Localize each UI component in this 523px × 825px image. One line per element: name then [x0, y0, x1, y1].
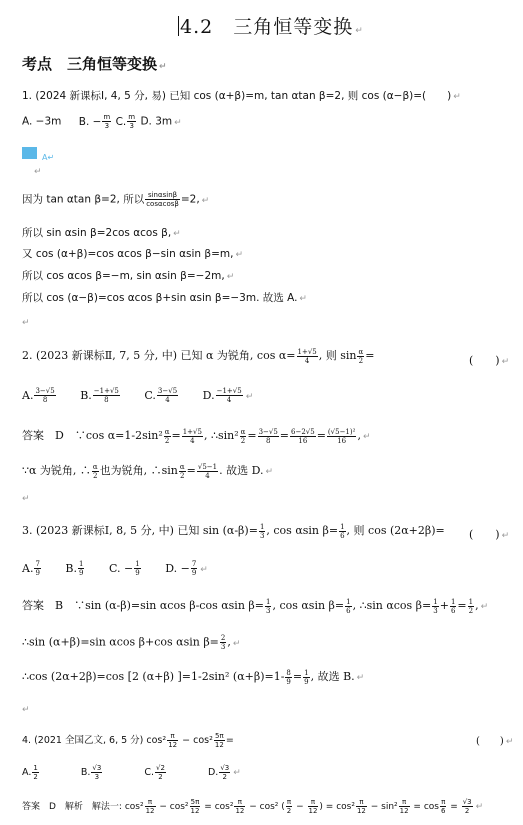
fraction-denominator: 12 [356, 807, 366, 815]
fraction-numerator: sinαsinβ [145, 191, 180, 200]
fraction-denominator: 3 [129, 122, 134, 130]
fraction-denominator: cosαcosβ [146, 200, 179, 208]
text-run: ∴sin (α+β)=sin αcos β+cos αsin β= [22, 635, 219, 649]
fraction [34, 387, 55, 404]
fraction-denominator: 2 [33, 773, 38, 781]
fraction-numerator: √2 [156, 764, 165, 772]
text-run: D. [202, 388, 215, 402]
text-run: = [447, 802, 461, 812]
paragraph-mark-icon: ↵ [201, 195, 210, 206]
text-run: , [357, 429, 361, 442]
text-run: − cos² [179, 735, 213, 746]
fraction-numerator: α [179, 462, 185, 471]
fraction [327, 428, 357, 445]
text-run: − [293, 802, 307, 812]
fraction-denominator: 12 [399, 807, 409, 815]
text-run: = [186, 464, 196, 477]
paragraph-mark-icon: ↵ [475, 802, 484, 812]
text-run: , 则 cos (2α+2β)= [346, 524, 445, 537]
text-run: B. − [78, 115, 102, 128]
fraction-denominator: 3 [433, 606, 438, 615]
fraction-denominator: 4 [165, 396, 170, 404]
text-run: + [439, 599, 449, 612]
fraction [127, 113, 136, 130]
paragraph-mark-icon: ↵ [174, 117, 182, 128]
text-run: = [279, 429, 290, 442]
fraction [145, 798, 156, 815]
fraction-denominator: 6 [346, 606, 351, 615]
fraction-denominator: 12 [145, 807, 155, 815]
fraction-numerator: 1 [468, 597, 474, 606]
option-b [65, 562, 85, 575]
fraction-denominator: 2 [464, 807, 470, 815]
fraction [286, 798, 292, 815]
fraction-numerator: π [234, 798, 245, 807]
fraction-numerator: 5π [190, 798, 200, 806]
paragraph-mark-icon: ↵ [501, 531, 510, 541]
text-run: D. [207, 767, 219, 778]
text-run: = [225, 735, 234, 746]
fraction-denominator: 3 [265, 606, 271, 615]
question-3-options [22, 560, 208, 577]
text-run: , 则 sin [318, 349, 357, 362]
fraction [134, 560, 140, 577]
question-3-answer-line-2 [22, 634, 240, 651]
option-c [144, 764, 167, 781]
fraction-numerator: (√5−1)² [327, 427, 356, 436]
text-run: ) = cos² [319, 802, 355, 812]
fraction-denominator: 4 [304, 356, 310, 365]
fraction-denominator: 9 [135, 569, 140, 577]
fraction-numerator: α [358, 347, 364, 356]
fraction [32, 764, 38, 781]
fraction-denominator: 2 [468, 606, 474, 615]
fraction-denominator: 2 [358, 356, 364, 365]
option-b [78, 113, 113, 130]
fraction [78, 560, 84, 577]
fraction [93, 387, 120, 404]
fraction [297, 348, 318, 365]
text-run: ( ) [476, 736, 504, 747]
fraction-numerator: 3−√5 [35, 387, 55, 395]
text-run: 3. (2023 新课标Ⅰ, 8, 5 分, 中) 已知 sin (α-β)= [22, 524, 258, 537]
paragraph-mark-icon: ↵ [235, 250, 243, 260]
fraction [197, 463, 218, 480]
fraction [102, 113, 111, 130]
text-run: A. [22, 561, 34, 575]
question-2-answer-line-2 [22, 462, 273, 480]
question-3-stem [22, 522, 445, 540]
fraction-numerator: 1 [259, 522, 265, 531]
fraction-numerator: 2 [220, 634, 226, 642]
fraction-denominator: 3 [104, 122, 110, 130]
option-b [80, 389, 121, 402]
text-run: 又 cos (α+β)=cos αcos β−sin αsin β=m, [22, 248, 234, 260]
text-run: = [316, 429, 326, 442]
fraction-denominator: 9 [191, 569, 197, 577]
text-run: = [292, 670, 303, 683]
text-run: = cos² [201, 802, 234, 812]
fraction-numerator: 1 [340, 522, 345, 531]
text-run: C. [115, 115, 127, 128]
paragraph-mark-icon: ↵ [22, 705, 30, 715]
fraction [220, 634, 226, 651]
text-run: 答案 B ∵sin (α-β)=sin αcos β-cos αsin β= [22, 599, 264, 612]
fraction-numerator: π [441, 798, 446, 806]
fraction-numerator: −1+√5 [93, 387, 119, 395]
text-run: A. [22, 388, 34, 402]
fraction-numerator: √3 [220, 764, 230, 772]
fraction-numerator: 1 [79, 560, 84, 568]
fraction-numerator: π [399, 798, 410, 807]
text-run: , ∴sin² [203, 429, 239, 442]
text-run: − cos² ( [246, 802, 285, 812]
option-a [22, 562, 42, 575]
fraction-denominator: 3 [94, 773, 100, 781]
paragraph-mark-icon: ↵ [232, 638, 241, 649]
fraction-numerator: 3−√5 [258, 427, 278, 436]
fraction-numerator: m [128, 113, 136, 121]
option-a [22, 389, 57, 402]
text-run: , ∴sin αcos β= [352, 599, 432, 612]
paragraph-mark-icon: ↵ [505, 737, 514, 747]
fraction-numerator: 1 [346, 597, 351, 606]
text-run: 因为 tan αtan β=2, 所以 [22, 193, 145, 206]
text-run: ( ) [469, 528, 500, 541]
fraction [157, 387, 178, 404]
section-heading [22, 53, 167, 74]
fraction-denominator: 16 [337, 436, 347, 445]
fraction [356, 798, 367, 815]
option-d [165, 562, 198, 575]
text-run: C. [144, 388, 156, 402]
fraction [190, 798, 201, 815]
text-run: 所以 sin αsin β=2cos αcos β, [22, 227, 172, 239]
paragraph-mark-icon: ↵ [200, 564, 208, 575]
fraction-numerator: 6−2√5 [291, 427, 315, 436]
fraction [339, 523, 345, 540]
paragraph-mark-icon: ↵ [501, 357, 510, 367]
fraction-numerator: π [286, 798, 292, 806]
fraction-denominator: 3 [220, 643, 226, 651]
fraction [216, 387, 243, 404]
question-4-answer-line-1 [22, 798, 483, 815]
fraction [440, 798, 446, 815]
fraction-numerator: √3 [462, 798, 472, 806]
fraction-numerator: 1+√5 [297, 347, 317, 356]
fraction-denominator: 12 [214, 741, 224, 749]
question-3-answer-blank [469, 526, 509, 542]
text-run: 答案 D 解析 解法一: cos² [22, 802, 144, 812]
fraction-numerator: 1 [265, 597, 271, 606]
paragraph-mark-icon: ↵ [22, 318, 30, 328]
text-run: 4. (2021 全国乙文, 6, 5 分) cos² [22, 735, 167, 746]
paragraph-mark-icon: ↵ [356, 673, 365, 683]
text-run: 4.2 三角恒等变换 [180, 16, 354, 38]
fraction-numerator: α [92, 462, 98, 471]
fraction [91, 764, 102, 781]
answer-marker-label [42, 153, 54, 162]
text-run: = [457, 599, 467, 612]
fraction-numerator: 1 [135, 560, 140, 568]
text-run: B. [65, 561, 78, 575]
fraction [240, 428, 247, 445]
fraction-denominator: 8 [104, 396, 109, 404]
text-run: B. [80, 767, 91, 778]
fraction-denominator: 2 [93, 471, 98, 480]
fraction [285, 669, 291, 686]
option-a: A. −3m [22, 115, 62, 128]
fraction-denominator: 2 [180, 471, 185, 480]
fraction [462, 798, 473, 815]
fraction-numerator: 1 [450, 597, 456, 606]
question-2-answer-line-1 [22, 427, 370, 445]
text-run: = [247, 429, 257, 442]
fraction-denominator: 16 [298, 436, 308, 445]
text-run: =2, [180, 193, 200, 206]
fraction [265, 598, 271, 615]
fraction-numerator: m [103, 113, 111, 121]
paragraph-mark-icon: ↵ [453, 92, 461, 102]
fraction-denominator: 6 [340, 531, 345, 540]
paragraph-mark-icon: ↵ [299, 294, 307, 304]
question-2-answer-blank [469, 352, 509, 368]
paragraph-mark-icon: ↵ [480, 602, 489, 612]
paragraph-mark-icon: ↵ [226, 272, 235, 282]
option-c [109, 562, 142, 575]
question-1-solution-line-2 [22, 225, 181, 240]
text-run: C. − [108, 561, 134, 575]
text-run: B. [80, 388, 92, 402]
fraction-numerator: π [167, 732, 178, 741]
text-run: , cos αsin β= [266, 524, 339, 537]
text-run: A. [22, 767, 32, 778]
text-run: = [171, 429, 181, 442]
option-a [22, 764, 40, 781]
text-run: − sin² [367, 802, 398, 812]
fraction-numerator: 5π [215, 732, 224, 740]
fraction-denominator: 9 [304, 677, 309, 686]
fraction-numerator: 3−√5 [157, 387, 178, 395]
question-1-solution-line-5 [22, 290, 307, 305]
fraction [191, 560, 197, 577]
fraction-denominator: 6 [440, 807, 446, 815]
fraction-numerator: 7 [191, 560, 197, 568]
fraction-denominator: 2 [222, 773, 227, 781]
text-run: − cos² [156, 802, 189, 812]
question-3-answer-line-3 [22, 668, 364, 686]
paragraph-mark-icon: ↵ [173, 229, 181, 239]
text-run: 考点 三角恒等变换 [22, 55, 158, 73]
fraction-denominator: 3 [259, 531, 265, 540]
fraction-numerator: 8 [286, 668, 291, 677]
question-3-answer-line-1 [22, 597, 488, 615]
option-d: D. 3m [140, 115, 173, 128]
fraction [432, 598, 438, 615]
fraction [399, 798, 410, 815]
paragraph-mark-icon: ↵ [22, 494, 30, 504]
paragraph-mark-icon: ↵ [34, 167, 42, 177]
fraction-numerator: 7 [35, 560, 40, 568]
question-4-answer-blank [476, 732, 513, 747]
page-title [178, 12, 364, 39]
text-run: . 故选 D. [219, 464, 264, 477]
text-run: 所以 cos (α−β)=cos αcos β+sin αsin β=−3m. 故选 A. [22, 292, 298, 304]
paragraph-mark-icon: ↵ [159, 62, 167, 72]
fraction-denominator: 6 [450, 606, 456, 615]
fraction-denominator: 2 [164, 436, 170, 445]
text-run: C. [144, 767, 155, 778]
fraction-denominator: 12 [190, 807, 200, 815]
fraction-numerator: √3 [92, 764, 102, 772]
text-run: ( ) [469, 354, 500, 367]
fraction-denominator: 2 [158, 773, 163, 781]
fraction-numerator: π [356, 798, 367, 807]
question-4-options [22, 764, 241, 781]
fraction-denominator: 9 [79, 569, 84, 577]
fraction-denominator: 12 [308, 807, 318, 815]
fraction [145, 191, 180, 208]
question-1-solution-line-1 [22, 191, 209, 208]
option-d [207, 764, 231, 781]
text-run: 2. (2023 新课标Ⅱ, 7, 5 分, 中) 已知 α 为锐角, cos α= [22, 349, 296, 362]
text-run: A [42, 153, 48, 162]
fraction-numerator: 1 [33, 764, 38, 772]
fraction-denominator: 12 [235, 807, 245, 815]
fraction [290, 428, 316, 445]
question-4-stem [22, 732, 234, 749]
text-run: ∵α 为锐角, ∴ [22, 464, 91, 477]
question-2-options [22, 387, 253, 404]
fraction [164, 428, 171, 445]
option-c [115, 113, 138, 130]
fraction [92, 463, 99, 480]
text-run: ↵ [47, 153, 55, 162]
text-run: , [475, 599, 479, 612]
text-run: 答案 D ∵cos α=1-2sin² [22, 429, 163, 442]
text-run: 所以 cos αcos β=−m, sin αsin β=−2m, [22, 270, 225, 282]
fraction [179, 463, 186, 480]
fraction [450, 598, 456, 615]
text-run: , cos αsin β= [272, 599, 345, 612]
paragraph-mark-icon: ↵ [362, 432, 371, 442]
question-1-options [22, 113, 182, 130]
fraction [308, 798, 319, 815]
fraction [182, 428, 203, 445]
fraction [214, 732, 225, 749]
question-1-solution-line-4 [22, 268, 234, 283]
fraction [468, 598, 474, 615]
option-c [144, 389, 179, 402]
option-b [80, 764, 103, 781]
paragraph-mark-icon: ↵ [355, 26, 364, 36]
text-run: = [365, 349, 375, 362]
fraction-numerator: √5−1 [197, 462, 218, 471]
fraction [167, 732, 178, 749]
fraction-denominator: 2 [240, 436, 246, 445]
paragraph-mark-icon: ↵ [265, 467, 274, 477]
question-1-solution-line-3 [22, 246, 243, 261]
answer-marker-box [22, 147, 37, 159]
fraction-denominator: 8 [265, 436, 271, 445]
fraction-numerator: π [308, 798, 319, 807]
fraction [357, 348, 364, 365]
fraction-numerator: α [240, 427, 246, 436]
fraction-numerator: 1+√5 [182, 427, 202, 436]
fraction-denominator: 2 [286, 807, 292, 815]
fraction-numerator: π [145, 798, 156, 807]
text-run: , [227, 635, 231, 649]
fraction-denominator: 9 [35, 569, 40, 577]
fraction-denominator: 4 [226, 396, 232, 404]
fraction-numerator: −1+√5 [216, 387, 242, 395]
text-run: , 故选 B. [310, 670, 355, 683]
fraction [34, 560, 40, 577]
question-2-stem [22, 347, 374, 365]
text-run: = cos [410, 802, 439, 812]
text-cursor [178, 16, 179, 36]
fraction-numerator: 1 [433, 597, 438, 606]
text-run: 也为锐角, ∴sin [99, 464, 178, 477]
fraction [219, 764, 230, 781]
paragraph-mark-icon: ↵ [245, 391, 254, 402]
fraction-denominator: 4 [205, 471, 210, 480]
fraction [155, 764, 166, 781]
fraction [303, 669, 309, 686]
fraction [259, 523, 265, 540]
text-run: D. − [165, 561, 190, 575]
fraction-numerator: α [164, 427, 170, 436]
fraction-denominator: 4 [190, 436, 195, 445]
fraction-numerator: 1 [304, 668, 309, 677]
fraction [258, 428, 279, 445]
fraction-denominator: 9 [286, 677, 291, 686]
text-run: 1. (2024 新课标Ⅰ, 4, 5 分, 易) 已知 cos (α+β)=m, tan αtan β=2, 则 cos (α−β)=( ) [22, 90, 452, 102]
paragraph-mark-icon: ↵ [233, 768, 241, 778]
fraction [234, 798, 245, 815]
fraction-denominator: 12 [168, 741, 178, 749]
option-d [203, 389, 244, 402]
fraction-denominator: 8 [42, 396, 48, 404]
question-1-stem [22, 88, 461, 103]
fraction [345, 598, 351, 615]
text-run: ∴cos (2α+2β)=cos [2 (α+β) ]=1-2sin² (α+β)=1- [22, 670, 285, 683]
